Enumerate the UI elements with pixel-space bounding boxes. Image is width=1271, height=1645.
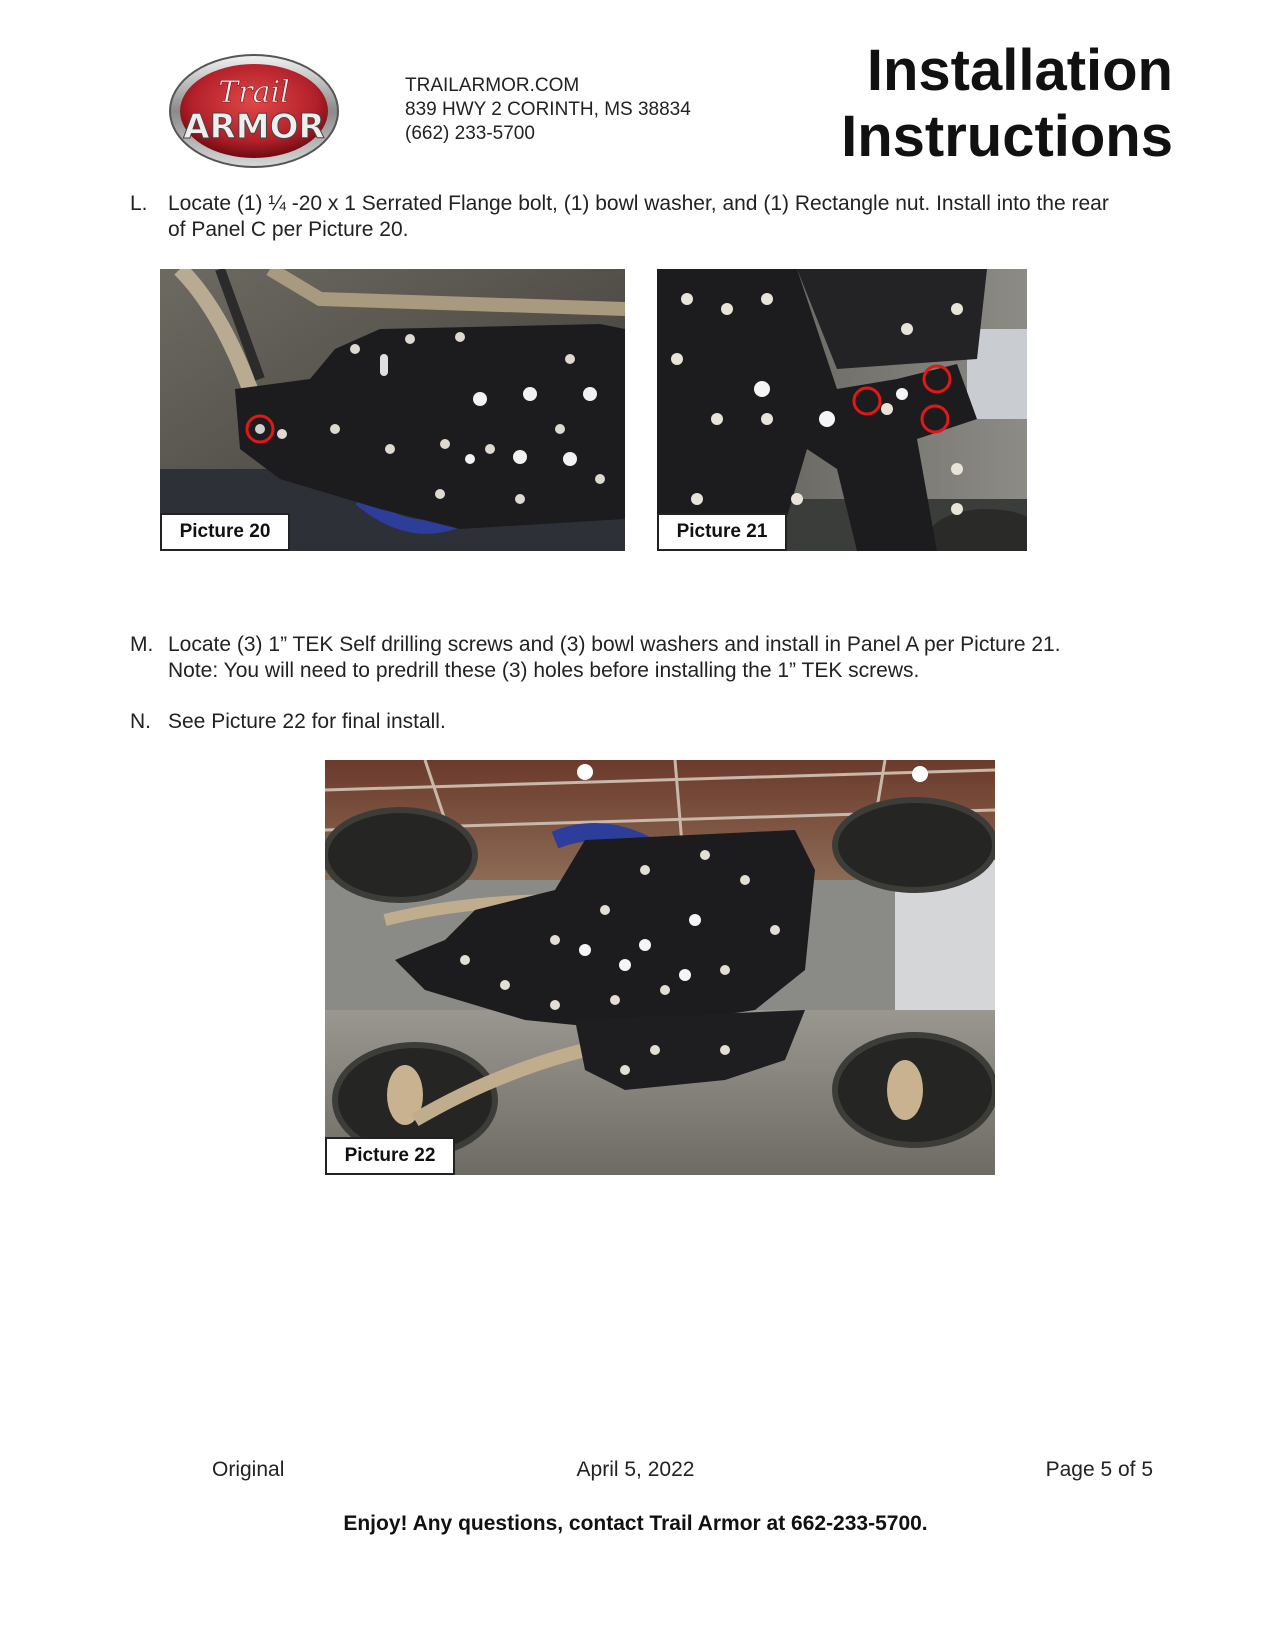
step-m bbox=[130, 632, 1190, 684]
step-letter: N. bbox=[130, 710, 151, 733]
phone-number: (662) 233-5700 bbox=[405, 123, 535, 144]
picture-label: Picture 20 bbox=[160, 513, 290, 551]
svg-text:Trail: Trail bbox=[218, 75, 290, 110]
picture-label: Picture 22 bbox=[325, 1137, 455, 1175]
step-text-line: Locate (1) ¼ -20 x 1 Serrated Flange bolt, (1) bowl washer, and (1) Rectangle nut. Install into the rear bbox=[168, 192, 1109, 215]
picture-21-photo bbox=[657, 269, 1027, 551]
step-text-line: Locate (3) 1” TEK Self drilling screws and (3) bowl washers and install in Panel A per Picture 21. bbox=[168, 633, 1061, 656]
step-text-line: Note: You will need to predrill these (3) holes before installing the 1” TEK screws. bbox=[168, 659, 920, 682]
company-address bbox=[405, 74, 691, 146]
step-letter: L. bbox=[130, 192, 148, 215]
picture-22-photo bbox=[325, 760, 995, 1175]
website: TRAILARMOR.COM bbox=[405, 75, 580, 96]
document-date: April 5, 2022 bbox=[576, 1458, 695, 1481]
step-letter: M. bbox=[130, 633, 154, 656]
street-address: 839 HWY 2 CORINTH, MS 38834 bbox=[405, 99, 691, 120]
step-l bbox=[130, 191, 1190, 243]
picture-label: Picture 21 bbox=[657, 513, 787, 551]
page-title: Installation Instructions bbox=[841, 38, 1173, 169]
svg-text:ARMOR: ARMOR bbox=[183, 107, 325, 147]
step-n bbox=[130, 709, 1190, 735]
contact-footer: Enjoy! Any questions, contact Trail Armor at 662-233-5700. bbox=[343, 1512, 928, 1535]
trail-armor-logo bbox=[168, 52, 340, 170]
step-text-line: See Picture 22 for final install. bbox=[168, 710, 446, 733]
picture-20-photo bbox=[160, 269, 625, 551]
revision-label: Original bbox=[212, 1458, 285, 1481]
page-number: Page 5 of 5 bbox=[1045, 1458, 1153, 1481]
step-text-line: of Panel C per Picture 20. bbox=[168, 218, 409, 241]
